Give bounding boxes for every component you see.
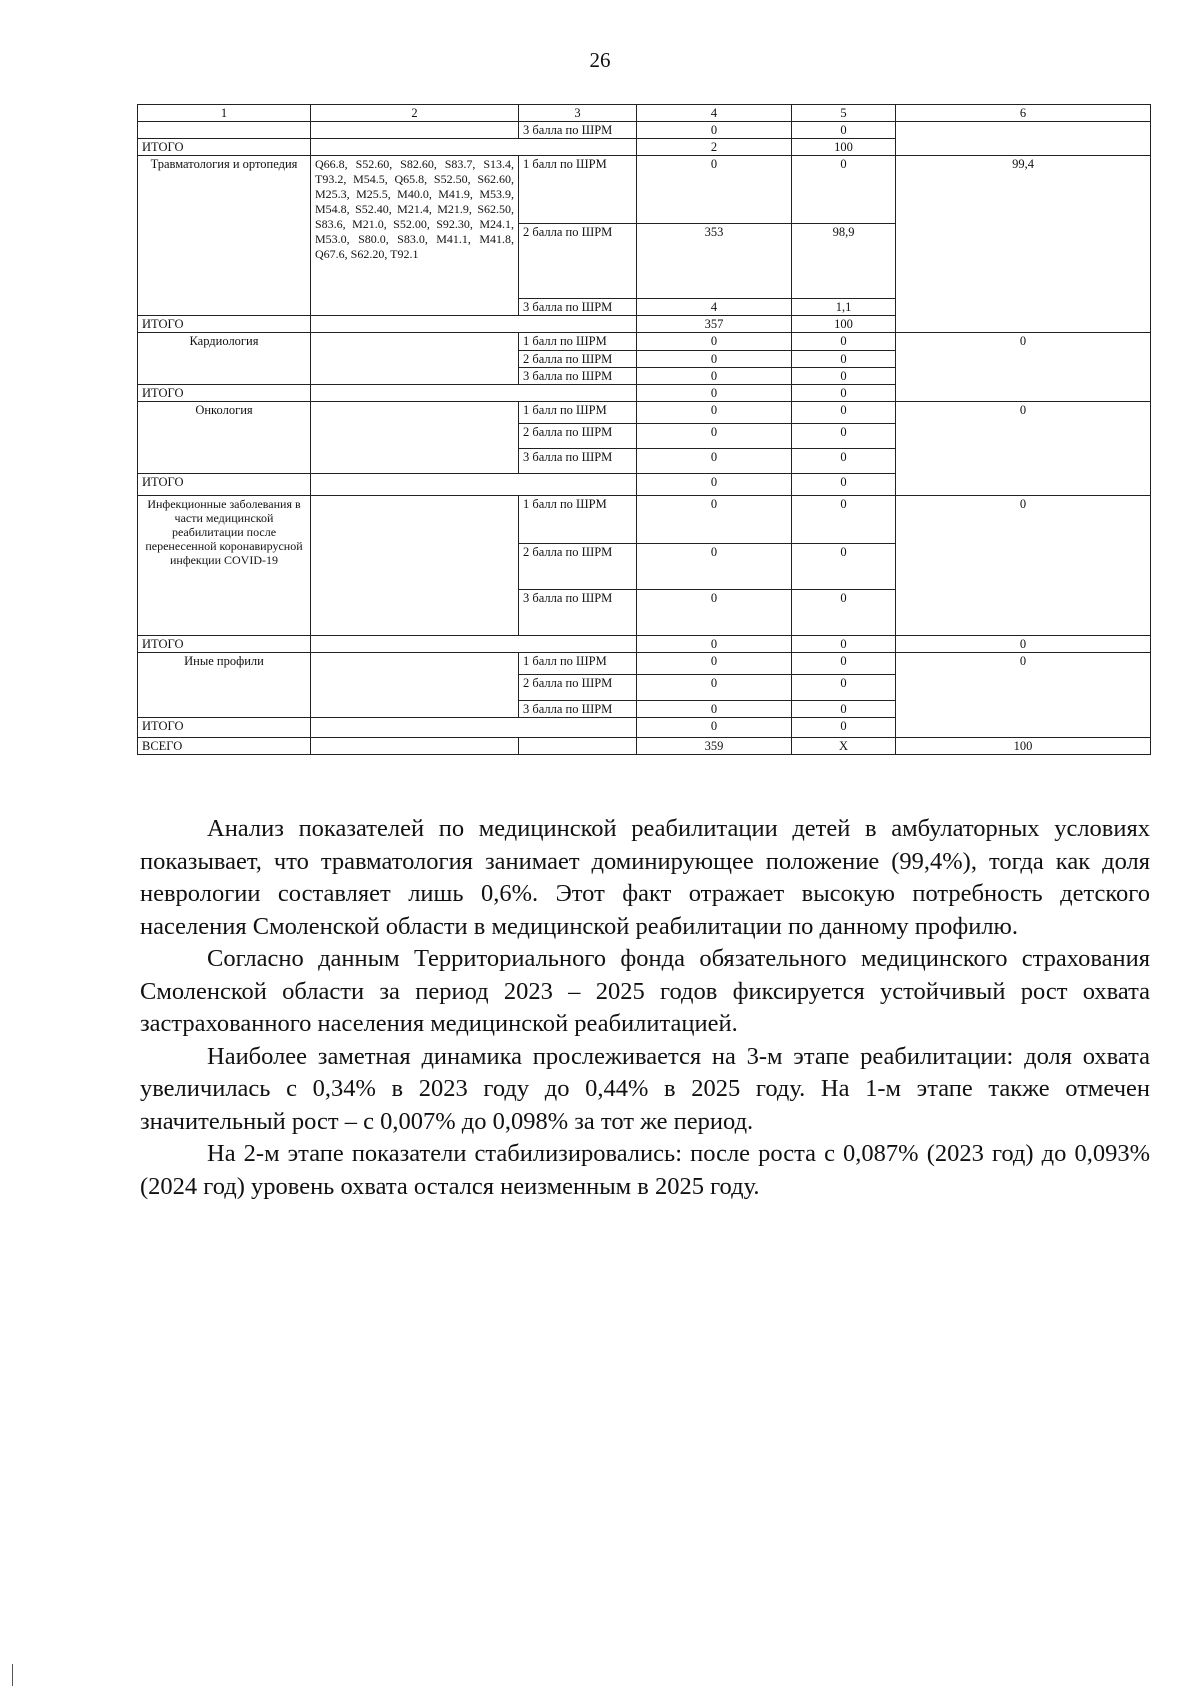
value-cell: 0	[637, 590, 792, 636]
value-cell: 100	[792, 139, 896, 156]
col-num-2: 2	[311, 105, 519, 122]
value-cell: 0	[637, 636, 792, 653]
grand-total-label: ВСЕГО	[138, 738, 311, 755]
table-row	[138, 122, 1151, 139]
total-label: ИТОГО	[138, 139, 311, 156]
level-cell: 3 балла по ШРМ	[519, 449, 637, 474]
value-cell: 0	[792, 544, 896, 590]
profile-name: Онкология	[138, 402, 311, 474]
value-cell: 0	[792, 385, 896, 402]
level-cell: 2 балла по ШРМ	[519, 544, 637, 590]
value-cell: 2	[637, 139, 792, 156]
total-label: ИТОГО	[138, 316, 311, 333]
value-cell: 0	[792, 701, 896, 718]
profile-name: Инфекционные заболевания в части медицинской реабилитации после перенесенной коронавирусной инфекции COVID-19	[138, 496, 311, 636]
value-cell: 100	[792, 316, 896, 333]
value-cell: 0	[637, 496, 792, 544]
value-cell: 0	[637, 351, 792, 368]
grand-total-row	[138, 738, 1151, 755]
level-cell: 3 балла по ШРМ	[519, 590, 637, 636]
level-cell: 1 балл по ШРМ	[519, 402, 637, 424]
paragraph: Анализ показателей по медицинской реабилитации детей в амбулаторных условиях показывает, что травматология занимает доминирующее положение (99,4%), тогда как доля неврологии составляет лишь 0,6%. Этот факт отражает высокую потребность детского населения Смоленской области в медицинской реабилитации по данному профилю.	[140, 815, 1150, 940]
share-cell: 0	[896, 333, 1151, 402]
value-cell: 0	[792, 122, 896, 139]
col-num-6: 6	[896, 105, 1151, 122]
total-label: ИТОГО	[138, 718, 311, 738]
value-cell: 0	[792, 653, 896, 675]
value-cell: 0	[792, 718, 896, 738]
page-number: 26	[589, 48, 611, 72]
value-cell: 0	[792, 636, 896, 653]
value-cell: 0	[792, 675, 896, 701]
value-cell: Х	[792, 738, 896, 755]
paragraph: На 2-м этапе показатели стабилизировались: после роста с 0,087% (2023 год) до 0,093% (2024 год) уровень охвата остался неизменным в 2025 году.	[140, 1140, 1150, 1200]
share-cell: 0	[896, 653, 1151, 738]
column-number-row	[138, 105, 1151, 122]
value-cell: 357	[637, 316, 792, 333]
table-row	[138, 496, 1151, 544]
col-num-1: 1	[138, 105, 311, 122]
value-cell: 0	[637, 368, 792, 385]
value-cell: 353	[637, 224, 792, 299]
value-cell: 0	[792, 496, 896, 544]
value-cell: 0	[637, 156, 792, 224]
value-cell: 0	[637, 449, 792, 474]
level-cell: 3 балла по ШРМ	[519, 122, 637, 139]
value-cell: 0	[637, 122, 792, 139]
value-cell: 0	[637, 333, 792, 351]
scan-edge-mark	[12, 1664, 13, 1686]
col-num-3: 3	[519, 105, 637, 122]
level-cell: 2 балла по ШРМ	[519, 675, 637, 701]
value-cell: 0	[637, 718, 792, 738]
level-cell: 1 балл по ШРМ	[519, 496, 637, 544]
level-cell: 3 балла по ШРМ	[519, 701, 637, 718]
level-cell: 3 балла по ШРМ	[519, 299, 637, 316]
total-label: ИТОГО	[138, 474, 311, 496]
paragraph: Наиболее заметная динамика прослеживается на 3-м этапе реабилитации: доля охвата увеличилась с 0,34% в 2023 году до 0,44% в 2025 году. На 1-м этапе также отмечен значительный рост – с 0,007% до 0,098% за тот же период.	[140, 1042, 1150, 1135]
value-cell: 0	[792, 474, 896, 496]
value-cell: 0	[792, 333, 896, 351]
level-cell: 3 балла по ШРМ	[519, 368, 637, 385]
value-cell: 4	[637, 299, 792, 316]
table-row	[138, 156, 1151, 224]
value-cell: 0	[792, 449, 896, 474]
profile-name: Кардиология	[138, 333, 311, 385]
profile-name: Иные профили	[138, 653, 311, 718]
value-cell: 0	[637, 402, 792, 424]
share-cell: 100	[896, 738, 1151, 755]
value-cell: 0	[792, 590, 896, 636]
table-row	[138, 402, 1151, 424]
profile-name: Травматология и ортопедия	[138, 156, 311, 316]
value-cell: 0	[792, 156, 896, 224]
value-cell: 0	[792, 368, 896, 385]
share-cell: 0	[896, 636, 1151, 653]
share-cell: 0	[896, 402, 1151, 496]
level-cell: 1 балл по ШРМ	[519, 156, 637, 224]
col-num-4: 4	[637, 105, 792, 122]
value-cell: 0	[637, 701, 792, 718]
level-cell: 1 балл по ШРМ	[519, 333, 637, 351]
col-num-5: 5	[792, 105, 896, 122]
total-label: ИТОГО	[138, 385, 311, 402]
body-text	[140, 813, 1150, 1203]
paragraph: Согласно данным Территориального фонда обязательного медицинского страхования Смоленской области за период 2023 – 2025 годов фиксируется устойчивый рост охвата застрахованного населения медицинской реабилитацией.	[140, 945, 1150, 1037]
rehabilitation-table	[137, 104, 1151, 755]
diagnosis-codes: Q66.8, S52.60, S82.60, S83.7, S13.4, T93.2, M54.5, Q65.8, S52.50, S62.60, M25.3, M25.5, M40.0, M41.9, M53.9, M54.8, S52.40, M21.4, M21.9, S62.50, S83.6, M21.0, S52.00, S92.30, M24.1, M53.0, S80.0, S83.0, M41.1, M41.8, Q67.6, S62.20, T92.1	[311, 156, 519, 316]
value-cell: 0	[792, 424, 896, 449]
value-cell: 0	[637, 675, 792, 701]
value-cell: 0	[637, 474, 792, 496]
value-cell: 0	[792, 351, 896, 368]
value-cell: 0	[637, 424, 792, 449]
value-cell: 0	[637, 385, 792, 402]
total-label: ИТОГО	[138, 636, 311, 653]
table-row	[138, 333, 1151, 351]
level-cell: 2 балла по ШРМ	[519, 224, 637, 299]
value-cell: 0	[637, 653, 792, 675]
value-cell: 98,9	[792, 224, 896, 299]
level-cell: 1 балл по ШРМ	[519, 653, 637, 675]
level-cell: 2 балла по ШРМ	[519, 424, 637, 449]
value-cell: 1,1	[792, 299, 896, 316]
value-cell: 0	[637, 544, 792, 590]
share-cell: 99,4	[896, 156, 1151, 333]
value-cell: 359	[637, 738, 792, 755]
share-cell: 0	[896, 496, 1151, 636]
total-row	[138, 636, 1151, 653]
value-cell: 0	[792, 402, 896, 424]
table-row	[138, 653, 1151, 675]
level-cell: 2 балла по ШРМ	[519, 351, 637, 368]
